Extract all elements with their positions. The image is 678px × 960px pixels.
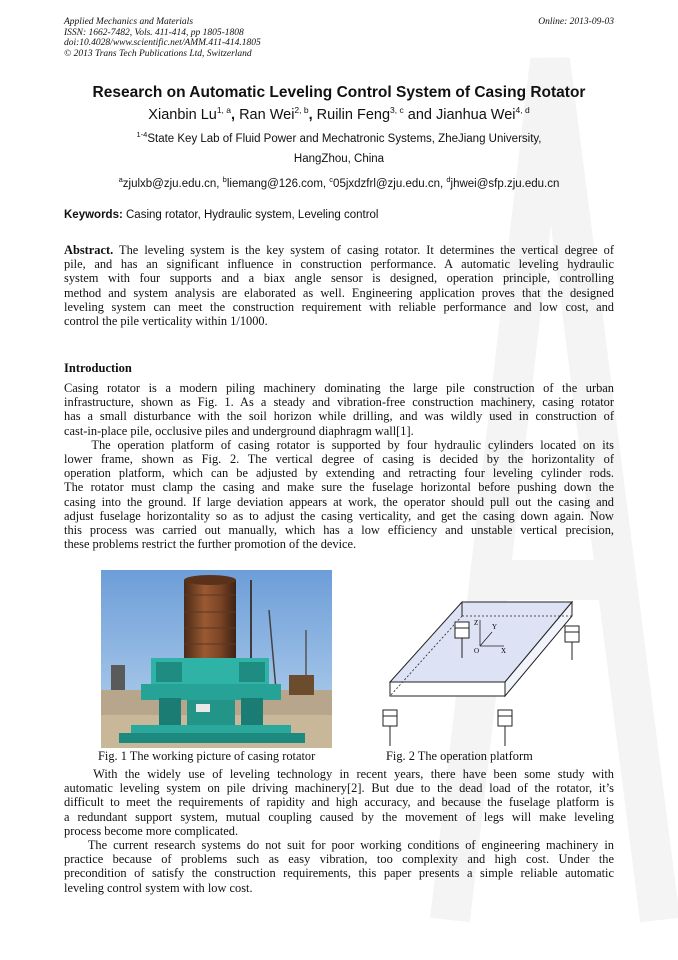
abstract-line (64, 243, 614, 257)
cylinder-front-right (498, 710, 512, 746)
introduction-body (64, 381, 614, 551)
email-sup: b (222, 175, 227, 184)
body-line: casing into the ground. If large deviation appears at work, the operator should pull out the casing and (64, 494, 614, 509)
author-name: Ran Wei (239, 106, 295, 123)
keywords-label: Keywords: (64, 209, 123, 221)
doi-line: doi:10.4028/www.scientific.net/AMM.411-414.1805 (64, 38, 261, 48)
body-line: these problems restrict the further promotion of the device. (64, 537, 357, 552)
author-separator: , (231, 106, 236, 123)
keywords (64, 209, 378, 221)
online-date: Online: 2013-09-03 (538, 17, 614, 27)
introduction-body-continued (64, 767, 614, 895)
email-line: $^a$zjulxb@zju.edu.cn, $^b$liemang@126.com, $^c$05jxdzfrl@zju.edu.cn, $^d$jhwei@sfp.zju.edu.cn (118, 175, 560, 190)
copyright-line: © 2013 Trans Tech Publications Ltd, Switzerland (64, 48, 252, 59)
axis-label-x: X (501, 647, 507, 655)
body-line: has a small disturbance with the soil horizon while drilling, and was wildly used in construction of (64, 409, 614, 424)
figure-1-caption: Fig. 1 The working picture of casing rotator (98, 749, 316, 763)
abstract-line: leveling system can meet the construction requirement with reliable performance and low cost, and (64, 299, 614, 314)
body-line: The operation platform of casing rotator is supported by four hydraulic cylinders located on its (64, 437, 614, 452)
author-separator: and (407, 106, 432, 123)
section-heading-introduction: Introduction (64, 361, 132, 375)
affiliation-line-2: HangZhou, China (293, 153, 385, 165)
email-link[interactable]: 05jxdzfrl@zju.edu.cn (333, 177, 440, 190)
email-link[interactable]: liemang@126.com (226, 177, 323, 190)
figure-2-diagram (370, 598, 585, 750)
body-line: practice because of problems such as easy vibration, too complexity and high cost. Under the (64, 852, 614, 867)
email-link[interactable]: jhwei@sfp.zju.edu.cn (450, 177, 560, 190)
body-line: operation platform, which can be adjusted by extending and retracting four leveling cylinder rods. (64, 466, 614, 481)
axis-label-origin: O (474, 647, 480, 655)
abstract (64, 243, 614, 328)
author-name: Ruilin Feng (316, 106, 391, 123)
journal-name: Applied Mechanics and Materials (64, 17, 194, 27)
author-sup: 3, c (390, 105, 404, 115)
issn-line: ISSN: 1662-7482, Vols. 411-414, pp 1805-1808 (64, 27, 244, 38)
figure-2-caption: Fig. 2 The operation platform (386, 749, 533, 763)
email-sup: c (329, 175, 334, 184)
body-line: leveling control system with low cost. (64, 880, 253, 895)
affiliation-sup: 1-4 (136, 130, 148, 139)
publication-info (64, 17, 261, 59)
cylinder-front-left (383, 710, 397, 746)
email-link[interactable]: zjulxb@zju.edu.cn (122, 177, 217, 190)
body-line: difficult to meet the requirements of rapidity and high accuracy, and because the fuselage platform is (64, 795, 614, 810)
email-sup: d (446, 175, 451, 184)
author-sup: 2, b (294, 105, 309, 115)
body-line: cast-in-place pile, occlusive piles and underground diaphragm wall[1]. (64, 423, 414, 438)
body-line: The rotator must clamp the casing and make sure the fuselage horizontal before pushing down the (64, 480, 614, 495)
body-line: lower frame, shown as Fig. 2. The vertical degree of casing is decided by the horizontality of (64, 452, 614, 467)
paper-title: Research on Automatic Leveling Control System of Casing Rotator (92, 84, 586, 101)
axis-label-z: Z (474, 619, 479, 627)
abstract-label: Abstract. (64, 243, 114, 257)
email-sup: a (118, 175, 123, 184)
author-name: Jianhua Wei (435, 106, 516, 123)
author-list (0, 105, 678, 123)
body-line: The current research systems do not suit for poor working conditions of engineering machinery in (64, 838, 614, 853)
author-sup: 4, d (515, 105, 530, 115)
abstract-line: system with four supports and a biax angle sensor is designed, operation principle, controlling (64, 271, 614, 286)
author-separator: , (308, 106, 313, 123)
body-line: infrastructure, shown as Fig. 1. As a steady and vibration-free construction machinery, casing rotator (64, 395, 614, 410)
body-line: Casing rotator is a modern piling machinery dominating the large pile construction of the urban (64, 381, 614, 395)
body-line: automatic leveling system on pile driving machinery[2]. But due to the dead load of the rotator, it’s (64, 781, 614, 796)
cylinder-rear-right (565, 626, 579, 660)
figure-1-photo (101, 570, 332, 748)
body-line: precondition of satisfy the construction requirements, this paper presents a simple reliable automatic (64, 866, 614, 881)
body-line: adjust fuselage horizontality so as to adjust the casing verticality, and get the casing down again. Now (64, 508, 614, 523)
affiliation-line-1 (0, 130, 678, 145)
body-line: With the widely use of leveling technology in recent years, there have been some study with (64, 767, 614, 781)
body-line: a redundant support system, mutual coupling caused by the movement of legs will make leveling (64, 809, 614, 824)
abstract-text: The leveling system is the key system of casing rotator. It determines the vertical degree of (113, 243, 614, 257)
author-name: Xianbin Lu (148, 106, 217, 123)
body-line: process become more complicated. (64, 823, 239, 838)
keywords-text: Casing rotator, Hydraulic system, Leveling control (126, 209, 379, 221)
abstract-line: pile, and has an significant influence in construction performance. A automatic leveling hydraulic (64, 257, 614, 272)
abstract-line: method and system analysis are elaborated as well. Engineering application proves that the designed (64, 285, 614, 300)
body-line: this process was carried out manually, which has a low efficiency and unstable vertical precision, (64, 523, 614, 538)
abstract-line: control the pile verticality within 1/1000. (64, 314, 268, 329)
affiliation-text: State Key Lab of Fluid Power and Mechatronic Systems, ZheJiang University, (147, 132, 542, 145)
author-sup: 1, a (216, 105, 232, 115)
axis-label-y: Y (492, 623, 498, 631)
